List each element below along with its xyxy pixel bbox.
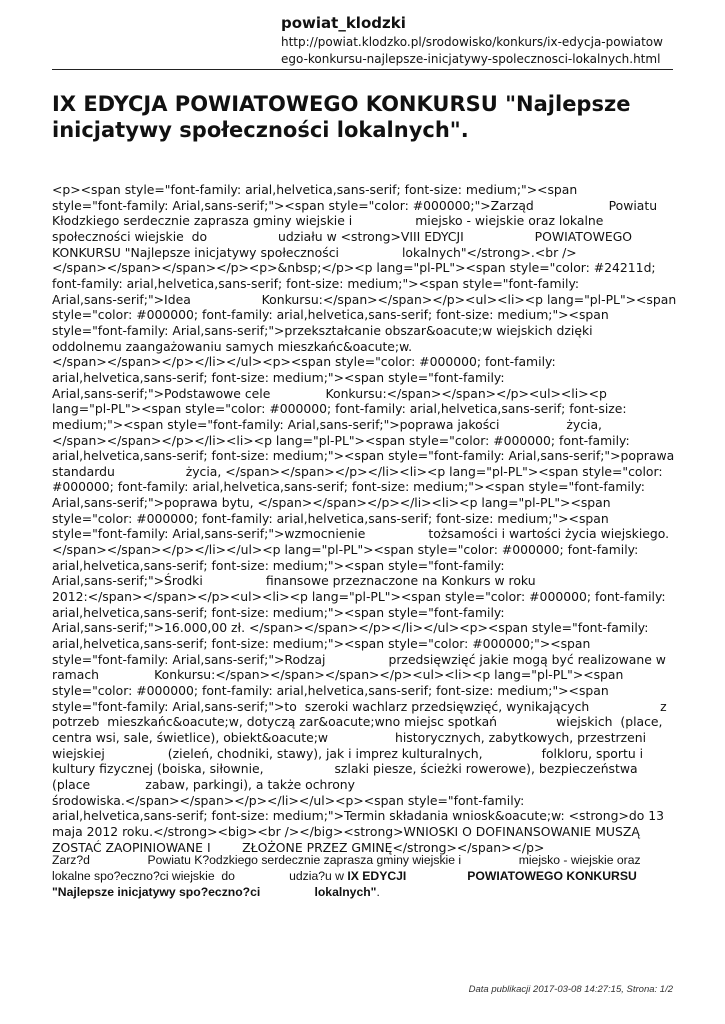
body-line: </span></span></p></li></ul><p><span style="color: #000000; font-family: [52,354,556,370]
body-line: </span></span></p></li></ul><p lang="pl-PL"><span style="color: #000000; font-family: [52,542,639,558]
body-line: arial,helvetica,sans-serif; font-size: medium;"><span style="color: #000000;"><span [52,636,591,652]
body-line: Arial,sans-serif;">Idea Konkursu:</span></span></p><ul><li><p lang="pl-PL"><span [52,291,677,307]
body-line: maja 2012 roku.</strong><big><br /></big><strong>WNIOSKI O DOFINANSOWANIE MUSZĄ [52,823,640,839]
body-line: standardu życia, </span></span></p></li><li><p lang="pl-PL"><span style="color: [52,463,663,479]
header-divider [52,69,673,70]
body-line: (place zabaw, parkingi), a także ochrony [52,776,355,792]
body-line: potrzeb mieszkańc&oacute;w, dotyczą zar&oacute;wno miejsc spotkań wiejskich (place, [52,714,663,730]
url-line[interactable]: ego-konkursu-najlepsze-inicjatywy-spolecznosci-lokalnych.html [281,51,661,66]
body-line: Arial,sans-serif;">Środki finansowe przeznaczone na Konkurs w roku [52,573,536,589]
article-summary [52,853,673,900]
body-line: style="color: #000000; font-family: arial,helvetica,sans-serif; font-size: medium;"><span [52,683,609,698]
title-line: inicjatywy społeczności lokalnych". [52,117,469,142]
body-line: style="font-family: Arial,sans-serif;">przekształcanie obszar&oacute;w wiejskich dzięki [52,322,593,338]
body-line: #000000; font-family: arial,helvetica,sans-serif; font-size: medium;"><span style="font-family: [52,479,645,495]
body-line: KONKURSU "Najlepsze inicjatywy społeczności lokalnych"</strong>.<br /> [52,244,577,260]
summary-bold: "Najlepsze inicjatywy spo?eczno?ci lokalnych" [52,884,377,899]
body-line: 2012:</span></span></p><ul><li><p lang="pl-PL"><span style="color: #000000; font-family: [52,589,666,605]
body-line: medium;"><span style="font-family: Arial,sans-serif;">poprawa jakości życia, [52,416,602,432]
summary-text: . [376,884,380,899]
body-line: arial,helvetica,sans-serif; font-size: medium;"><span style="font-family: [52,557,505,573]
site-name: powiat_klodzki [281,14,406,32]
body-line: wiejskiej (zieleń, chodniki, stawy), jak i imprez kulturalnych, folkloru, sportu i [52,745,644,761]
body-line: arial,helvetica,sans-serif; font-size: medium;"><span style="font-family: [52,369,505,385]
body-line: </span></span></span></p><p>&nbsp;</p><p lang="pl-PL"><span style="color: #24211d; [52,260,656,276]
body-line: style="font-family: Arial,sans-serif;">to szeroki wachlarz przedsięwzięć, wynikających z [52,698,667,714]
body-line: </span></span></p></li><li><p lang="pl-PL"><span style="color: #000000; font-family: [52,432,630,448]
url-line[interactable]: http://powiat.klodzko.pl/srodowisko/konkurs/ix-edycja-powiatow [281,35,663,49]
title-line: IX EDYCJA POWIATOWEGO KONKURSU "Najlepsze [52,92,631,116]
body-line: arial,helvetica,sans-serif; font-size: medium;"><span style="font-family: [52,604,505,620]
body-line: style="font-family: Arial,sans-serif;">Rodzaj przedsięwzięć jakie mogą być realizowane w [52,651,666,667]
body-line: style="color: #000000; font-family: arial,helvetica,sans-serif; font-size: medium;"><span [52,307,609,323]
article-title [52,92,673,143]
body-line: ramach Konkursu:</span></span></span></p><ul><li><p lang="pl-PL"><span [52,667,624,683]
body-line: style="font-family: Arial,sans-serif;"><span style="color: #000000;">Zarząd Powiatu [52,197,658,213]
body-line: <p><span style="font-family: arial,helvetica,sans-serif; font-size: medium;"><span [52,182,578,197]
body-line: Arial,sans-serif;">poprawa bytu, </span></span></p></li><li><p lang="pl-PL"><span [52,495,611,511]
body-line: style="font-family: Arial,sans-serif;">wzmocnienie tożsamości i wartości życia wiejskiego. [52,526,670,542]
summary-line [52,885,673,901]
summary-bold: IX EDYCJI POWIATOWEGO KONKURSU [347,868,637,883]
body-line: font-family: arial,helvetica,sans-serif; font-size: medium;"><span style="font-family: [52,275,580,291]
body-line: oddolnemu zaangażowaniu samych mieszkańc&oacute;w. [52,338,413,354]
body-line: kultury fizycznej (boiska, siłownie, szlaki piesze, ścieżki rowerowe), bezpieczeństwa [52,761,638,777]
body-line: Kłodzkiego serdecznie zaprasza gminy wiejskie i miejsko - wiejskie oraz lokalne [52,213,604,229]
source-url[interactable] [281,34,681,67]
body-line: arial,helvetica,sans-serif; font-size: medium;"><span style="font-family: Arial,sans-serif;">poprawa [52,448,675,464]
summary-line [52,869,673,885]
body-line: style="color: #000000; font-family: arial,helvetica,sans-serif; font-size: medium;"><span [52,510,609,526]
body-line: arial,helvetica,sans-serif; font-size: medium;">Termin składania wniosk&oacute;w: <strong>do 13 [52,808,664,824]
body-line: Arial,sans-serif;">Podstawowe cele Konkursu:</span></span></p><ul><li><p [52,385,607,401]
body-line: środowiska.</span></span></p></li></ul><p><span style="font-family: [52,792,525,808]
summary-line: Zarz?d Powiatu K?odzkiego serdecznie zaprasza gminy wiejskie i miejsko - wiejskie oraz [52,853,641,867]
summary-text: lokalne spo?eczno?ci wiejskie do udzia?u w [52,868,348,883]
body-line: ZOSTAĆ ZAOPINIOWANE I ZŁOŻONE PRZEZ GMINĘ</strong></span></p> [52,839,545,855]
publication-footer: Data publikacji 2017-03-08 14:27:15, Strona: 1/2 [468,984,673,995]
body-line: społeczności wiejskie do udziału w <strong>VIII EDYCJI POWIATOWEGO [52,228,633,244]
body-line: Arial,sans-serif;">16.000,00 zł. </span></span></p></li></ul><p><span style="font-family: [52,620,649,636]
article-raw-html [52,182,677,855]
body-line: centra wsi, sale, świetlice), obiekt&oacute;w historycznych, zabytkowych, przestrzeni [52,729,647,745]
body-line: lang="pl-PL"><span style="color: #000000; font-family: arial,helvetica,sans-serif; font-size: [52,401,627,417]
